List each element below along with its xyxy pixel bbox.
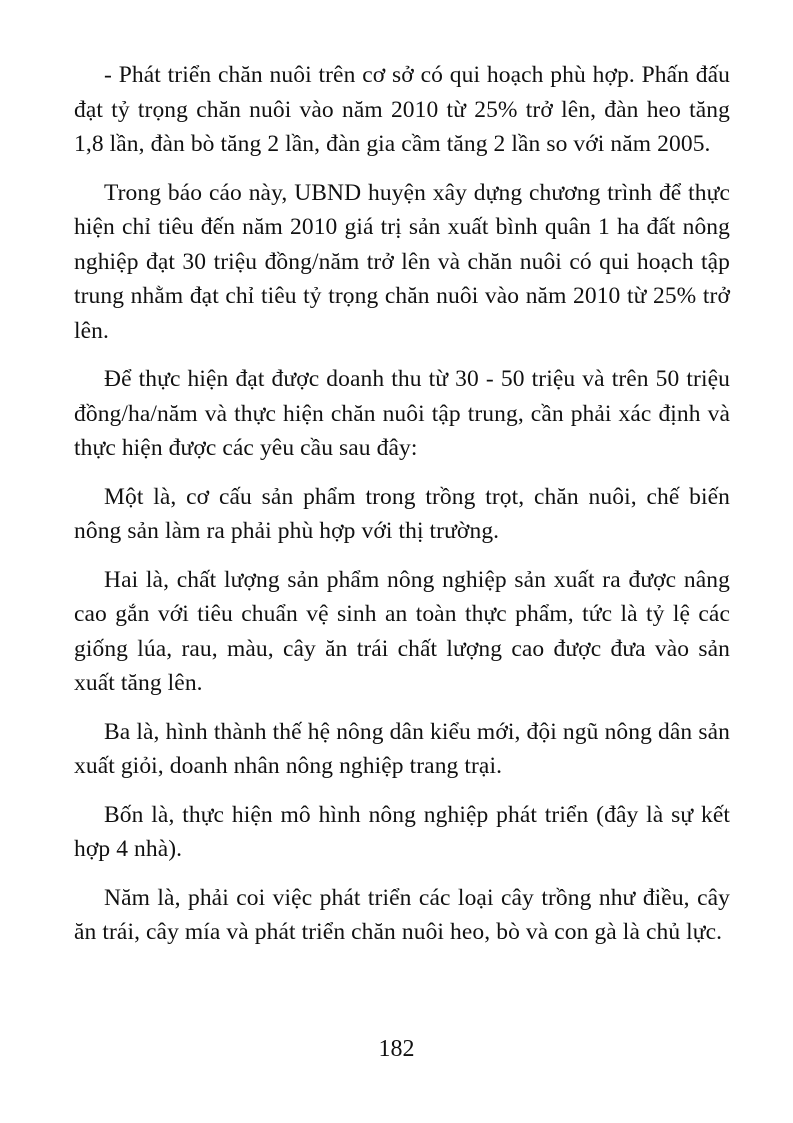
paragraph-revenue-requirements: Để thực hiện đạt được doanh thu từ 30 - 50 triệu và trên 50 triệu đồng/ha/năm và thực hiện chăn nuôi tập trung, cần phải xác định và thực hiện được các yêu cầu sau đây: bbox=[74, 366, 730, 461]
paragraph-livestock-development: - Phát triển chăn nuôi trên cơ sở có qui hoạch phù hợp. Phấn đấu đạt tỷ trọng chăn nuôi vào năm 2010 từ 25% trở lên, đàn heo tăng 1,8 lần, đàn bò tăng 2 lần, đàn gia cầm tăng 2 lần so với năm 2005. bbox=[74, 62, 730, 157]
paragraph-requirement-four: Bốn là, thực hiện mô hình nông nghiệp phát triển (đây là sự kết hợp 4 nhà). bbox=[74, 801, 730, 862]
paragraph-requirement-three: Ba là, hình thành thế hệ nông dân kiểu mới, đội ngũ nông dân sản xuất giỏi, doanh nhân nông nghiệp trang trại. bbox=[74, 718, 730, 779]
page-number: 182 bbox=[378, 1036, 415, 1062]
paragraph-district-report: Trong báo cáo này, UBND huyện xây dựng chương trình để thực hiện chỉ tiêu đến năm 2010 giá trị sản xuất bình quân 1 ha đất nông nghiệp đạt 30 triệu đồng/năm trở lên và chăn nuôi có qui hoạch tập trung nhằm đạt chỉ tiêu tỷ trọng chăn nuôi vào năm 2010 từ 25% trở lên. bbox=[74, 179, 730, 344]
paragraph-requirement-two: Hai là, chất lượng sản phẩm nông nghiệp sản xuất ra được nâng cao gắn với tiêu chuẩn vệ sinh an toàn thực phẩm, tức là tỷ lệ các giống lúa, rau, màu, cây ăn trái chất lượng cao được đưa vào sản xuất tăng lên. bbox=[74, 566, 730, 696]
paragraph-requirement-five: Năm là, phải coi việc phát triển các loại cây trồng như điều, cây ăn trái, cây mía và phát triển chăn nuôi heo, bò và con gà là chủ lực. bbox=[74, 884, 730, 945]
paragraph-requirement-one: Một là, cơ cấu sản phẩm trong trồng trọt, chăn nuôi, chế biến nông sản làm ra phải phù hợp với thị trường. bbox=[74, 483, 730, 544]
page-body bbox=[74, 58, 730, 964]
